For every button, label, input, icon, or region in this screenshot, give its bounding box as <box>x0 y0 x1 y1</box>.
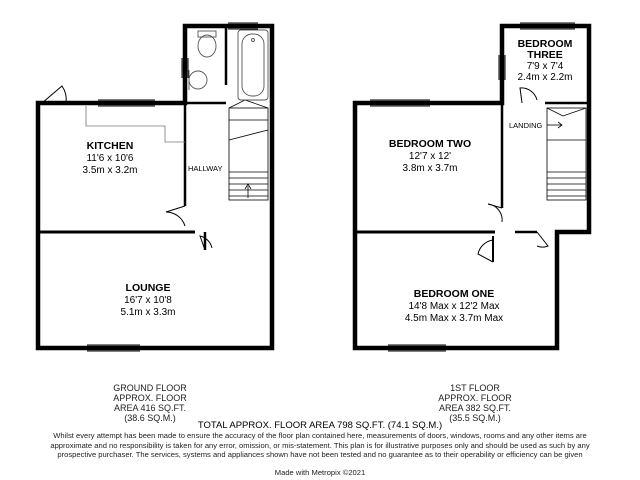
ground-floor-area-line1: GROUND FLOOR <box>113 383 187 393</box>
bathroom-fixtures <box>189 30 268 100</box>
basin <box>189 71 207 89</box>
ground-floor-stairs <box>229 100 268 200</box>
metropix-credit: Made with Metropix ©2021 <box>274 468 366 477</box>
kitchen-metric: 3.5m x 3.2m <box>82 165 138 176</box>
ground-floor-windows <box>87 23 258 351</box>
first-floor-area-line2: APPROX. FLOOR <box>438 393 512 403</box>
bedroom-two-name: BEDROOM TWO <box>388 138 472 150</box>
bedroom-one-imperial: 14'8 Max x 12'2 Max <box>408 301 500 312</box>
hallway-kitchen-door <box>166 206 185 226</box>
kitchen-counter <box>86 106 185 142</box>
bedroom-one-door <box>478 240 493 262</box>
ground-floor-area-line2: APPROX. FLOOR <box>113 393 187 403</box>
bedroom-three-imperial: 7'9 x 7'4 <box>526 61 564 72</box>
bedroom-one-metric: 4.5m Max x 3.7m Max <box>404 313 504 324</box>
disclaimer-text: Whilst every attempt has been made to ensure the accuracy of the floor plan contained here, measurements of doors, windows, rooms and any other items are approximate and no responsibility is taken for any error, omission, or mis-statement. This plan is for illustrative purposes only and should be used as such by any prospective purchaser. The services, systems and appliances shown have not been tested and no guarantee as to their operability or efficiency can be given <box>50 431 590 460</box>
bedroom-two-metric: 3.8m x 3.7m <box>402 163 458 174</box>
lounge-imperial: 16'7 x 10'8 <box>124 295 172 306</box>
bedroom-three-door <box>520 88 537 103</box>
toilet <box>198 35 216 57</box>
kitchen-back-door <box>42 86 66 103</box>
first-floor-area-line1: 1ST FLOOR <box>450 383 500 393</box>
lounge-metric: 5.1m x 3.3m <box>120 307 176 318</box>
room-labels <box>82 38 572 324</box>
landing-name: LANDING <box>509 121 543 130</box>
bedroom-three-name-1: BEDROOM <box>517 38 573 50</box>
kitchen-imperial: 11'6 x 10'6 <box>86 153 134 164</box>
lounge-name: LOUNGE <box>125 282 171 294</box>
bedroom-three-metric: 2.4m x 2.2m <box>517 72 573 83</box>
ground-floor-area-line3: AREA 416 SQ.FT. <box>113 403 187 413</box>
bedroom-two-door <box>488 204 502 222</box>
bedroom-two-imperial: 12'7 x 12' <box>408 151 452 162</box>
ground-floor-area-line4: (38.6 SQ.M.) <box>124 413 176 423</box>
ground-floor-area <box>90 383 210 423</box>
first-floor-area-line4: (35.5 SQ.M.) <box>449 413 501 423</box>
first-floor-area <box>415 383 535 423</box>
bedroom-one-name: BEDROOM ONE <box>413 288 495 300</box>
total-floor-area: TOTAL APPROX. FLOOR AREA 798 SQ.FT. (74.1 SQ.M.) <box>197 420 443 431</box>
kitchen-name: KITCHEN <box>86 140 134 152</box>
first-floor-stairs <box>547 108 586 200</box>
bedroom-three-name-2: THREE <box>527 49 563 61</box>
first-floor-area-line3: AREA 382 SQ.FT. <box>438 403 512 413</box>
landing-cupboard-door <box>537 232 548 247</box>
hallway-name: HALLWAY <box>188 164 223 173</box>
